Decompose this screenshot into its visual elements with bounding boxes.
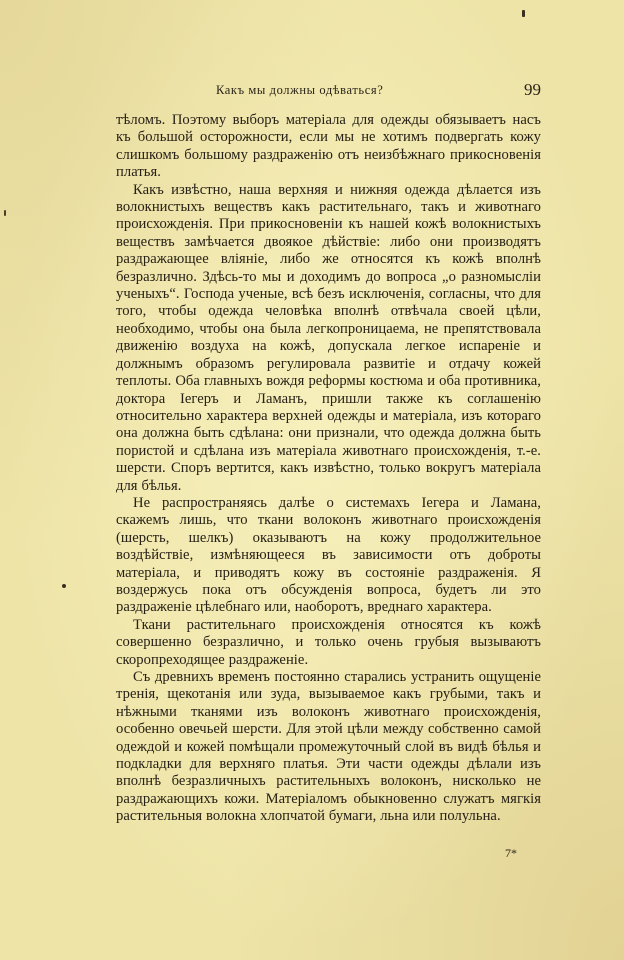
ink-speck — [62, 584, 66, 588]
body-text — [116, 112, 541, 826]
ink-speck — [4, 210, 6, 216]
paragraph: Ткани растительнаго происхожденія относятся къ кожѣ совершенно безразлично, и только очень грубыя вызываютъ скоропреходящее раздраженіе. — [116, 616, 541, 668]
running-title: Какъ мы должны одѣваться? — [216, 83, 384, 97]
signature-mark: 7* — [505, 846, 517, 860]
page-header — [116, 80, 541, 100]
paragraph: Не распространяясь далѣе о системахъ Iегера и Ламана, скажемъ лишь, что ткани волоконъ животнаго происхожденія (шерсть, шелкъ) оказываютъ на кожу продолжительное воздѣйствіе, измѣняющееся въ зависимости отъ доброты матеріала, и приводятъ кожу въ состояніе раздраженія. Я воздержусь пока отъ обсужденія вопроса, будетъ ли это раздраженіе цѣлебнаго или, наоборотъ, вреднаго характера. — [116, 494, 541, 616]
paragraph: Какъ извѣстно, наша верхняя и нижняя одежда дѣлается изъ волокнистыхъ веществъ какъ растительнаго, такъ и животнаго происхожденія. При прикосновеніи къ нашей кожѣ волокнистыхъ веществъ замѣчается двоякое дѣйствіе: либо они производятъ раздражающее вліяніе, либо же относятся къ кожѣ вполнѣ безразлично. Здѣсь-то мы и доходимъ до вопроса „о разномысліи ученыхъ“. Господа ученые, всѣ безъ исключенія, согласны, что для того, чтобы одежда человѣка вполнѣ отвѣчала своей цѣли, необходимо, чтобы она была легкопроницаема, не препятствовала движенію воздуха на кожѣ, допускала легкое испареніе и должнымъ образомъ регулировала развитіе и отдачу кожей теплоты. Оба главныхъ вождя реформы костюма и оба противника, доктора Iегеръ и Ламанъ, пришли также къ соглашенію относительно характера верхней одежды и матеріала, изъ котораго она должна быть сдѣлана: они признали, что одежда должна быть пористой и сдѣлана изъ матеріала животнаго происхожденія, т.-е. шерсти. Споръ вертится, какъ извѣстно, только вокругъ матеріала для бѣлья. — [116, 181, 541, 494]
paragraph: тѣломъ. Поэтому выборъ матеріала для одежды обязываетъ насъ къ большой осторожности, если мы не хотимъ подвергать кожу слишкомъ большому раздраженію отъ неизбѣжнаго прикосновенія платья. — [116, 112, 541, 181]
page-number: 99 — [524, 80, 541, 99]
paragraph: Съ древнихъ временъ постоянно старались устранить ощущеніе тренія, щекотанія или зуда, вызываемое какъ грубыми, такъ и нѣжными тканями изъ волоконъ животнаго происхожденія, особенно овечьей шерсти. Для этой цѣли между собственно самой одеждой и кожей помѣщали промежуточный слой въ видѣ бѣлья и подкладки для верхняго платья. Эти части одежды дѣлали изъ вполнѣ безразличныхъ растительныхъ волоконъ, нисколько не раздражающихъ кожи. Матеріаломъ обыкновенно служатъ мягкія растительныя волокна хлопчатой бумаги, льна или полульна. — [116, 669, 541, 825]
ink-speck — [522, 10, 525, 17]
